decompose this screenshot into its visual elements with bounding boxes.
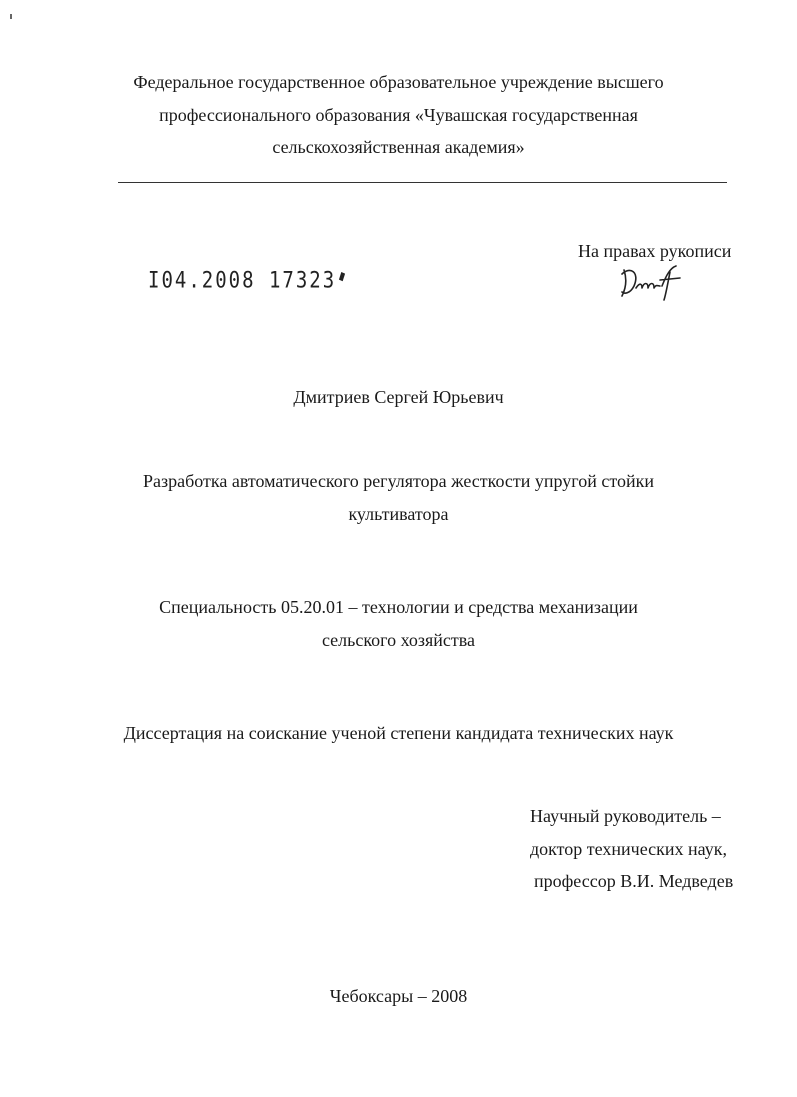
- city-year: Чебоксары – 2008: [329, 986, 468, 1006]
- degree-statement: Диссертация на соискание ученой степени кандидата технических наук: [123, 723, 674, 743]
- specialty-line-1: Специальность 05.20.01 – технологии и средства механизации: [159, 597, 638, 617]
- supervisor-line-1: Научный руководитель –: [530, 806, 721, 826]
- signature-image: [618, 262, 698, 302]
- supervisor-line-2: доктор технических наук,: [530, 839, 727, 859]
- registration-number: 04.2008 17323: [161, 268, 337, 294]
- thesis-title-line-1: Разработка автоматического регулятора жесткости упругой стойки: [142, 471, 655, 491]
- institution-line-2: профессионального образования «Чувашская государственная: [159, 105, 638, 125]
- scan-mark: [10, 14, 12, 19]
- registration-prefix: I: [148, 268, 162, 294]
- manuscript-rights-label: На правах рукописи: [578, 241, 732, 261]
- registration-stamp: [148, 268, 344, 293]
- institution-line-1: Федеральное государственное образовательное учреждение высшего: [133, 72, 664, 92]
- supervisor-line-3: профессор В.И. Медведев: [534, 871, 734, 891]
- thesis-title-line-2: культиватора: [348, 504, 449, 524]
- author-name: Дмитриев Сергей Юрьевич: [293, 387, 504, 407]
- stamp-dot: [339, 272, 345, 281]
- specialty-line-2: сельского хозяйства: [321, 630, 476, 650]
- institution-line-3: сельскохозяйственная академия»: [272, 137, 525, 157]
- header-divider: [118, 182, 727, 183]
